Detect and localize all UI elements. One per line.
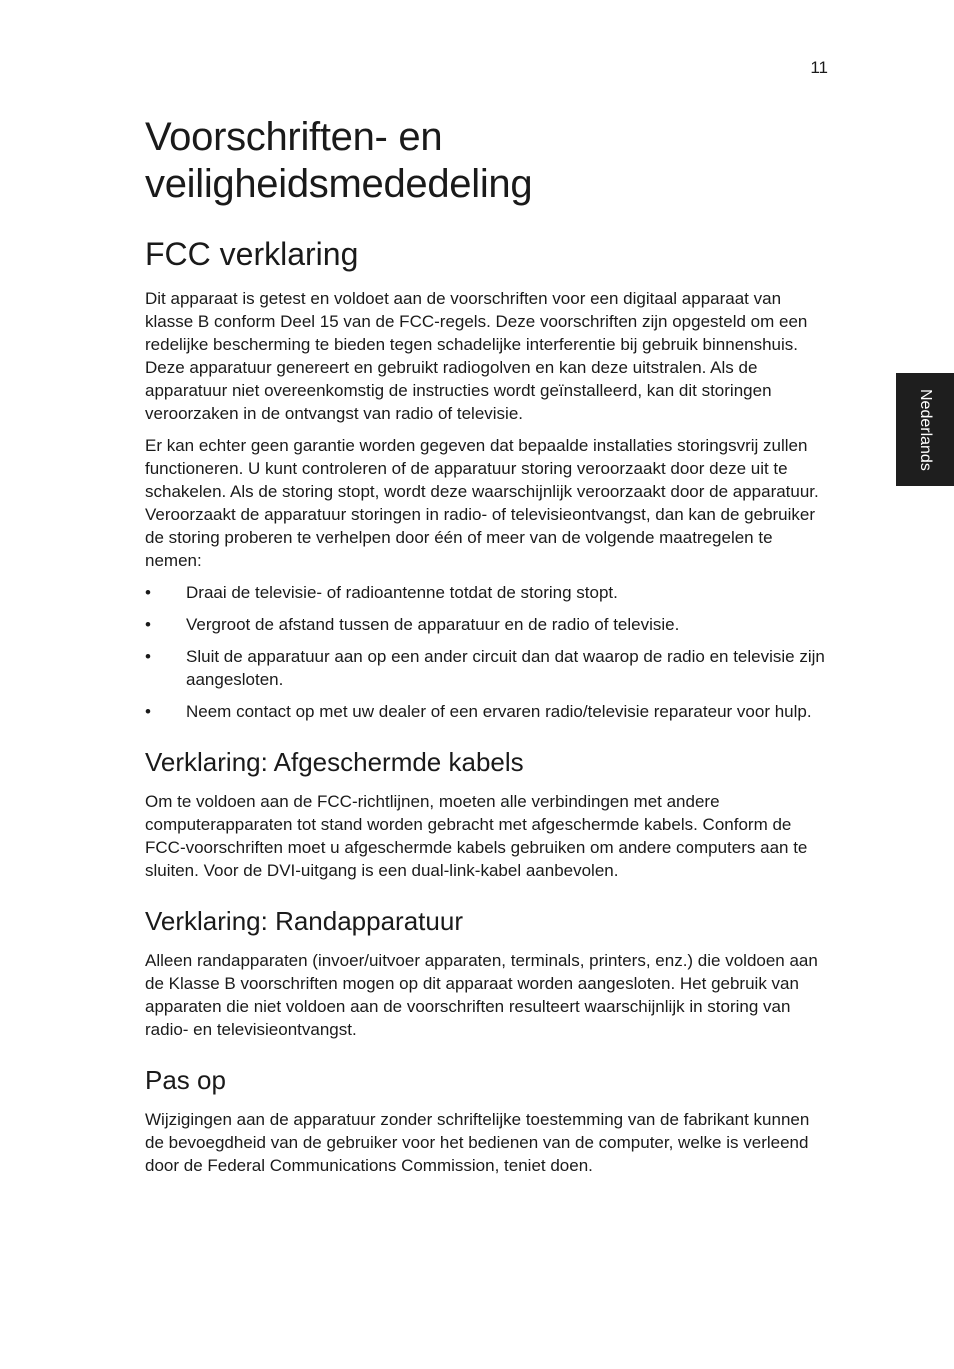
- shielded-cables-heading: Verklaring: Afgeschermde kabels: [145, 747, 524, 777]
- list-item: [145, 700, 829, 723]
- caution-paragraph: Wijzigingen aan de apparatuur zonder schriftelijke toestemming van de fabrikant kunnen de bevoegdheid van de gebruiker voor het bedienen van de computer, welke is verleend door de Federal Communications Commission, teniet doen.: [145, 1110, 810, 1175]
- list-item-text: Draai de televisie- of radioantenne totdat de storing stopt.: [186, 583, 618, 602]
- list-item-text: Neem contact op met uw dealer of een ervaren radio/televisie reparateur voor hulp.: [186, 702, 812, 721]
- language-side-tab: [896, 373, 954, 486]
- fcc-paragraph-2: Er kan echter geen garantie worden gegeven dat bepaalde installaties storingsvrij zullen functioneren. U kunt controleren of de apparatuur storing veroorzaakt door deze uit te schakelen. Als de storing stopt, wordt deze waarschijnlijk veroorzaakt door de apparatuur. Veroorzaakt de apparatuur storingen in radio- of televisieontvangst, dan kan de gebruiker de storing proberen te verhelpen door één of meer van de volgende maatregelen te nemen:: [145, 436, 819, 570]
- list-item-text: Sluit de apparatuur aan op een ander circuit dan dat waarop de radio en televisie zijn aangesloten.: [186, 647, 825, 689]
- shielded-cables-section: [145, 746, 829, 882]
- fcc-section: [145, 235, 829, 723]
- peripherals-heading: Verklaring: Randapparatuur: [145, 906, 463, 936]
- list-item-text: Vergroot de afstand tussen de apparatuur en de radio of televisie.: [186, 615, 680, 634]
- list-item: [145, 581, 829, 604]
- document-body: [145, 114, 829, 1186]
- bullet-icon: •: [145, 647, 151, 666]
- bullet-icon: •: [145, 615, 151, 634]
- shielded-cables-paragraph: Om te voldoen aan de FCC-richtlijnen, moeten alle verbindingen met andere computerapparaten tot stand worden gebracht met afgeschermde kabels. Conform de FCC-voorschriften moet u afgeschermde kabels gebruiken om andere computers aan te sluiten. Voor de DVI-uitgang is een dual-link-kabel aanbevolen.: [145, 792, 808, 880]
- fcc-paragraph-1: Dit apparaat is getest en voldoet aan de voorschriften voor een digitaal apparaat van klasse B conform Deel 15 van de FCC-regels. Deze voorschriften zijn opgesteld om een redelijke bescherming te bieden tegen schadelijke interferentie bij gebruik binnenshuis. Deze apparatuur genereert en gebruikt radiogolven en kan deze uitstralen. Als de apparatuur niet overeenkomstig de instructies wordt geïnstalleerd, kan dit storingen veroorzaken in de ontvangst van radio of televisie.: [145, 289, 808, 423]
- language-side-tab-label: Nederlands: [917, 388, 934, 471]
- bullet-icon: •: [145, 702, 151, 721]
- peripherals-section: [145, 905, 829, 1041]
- peripherals-paragraph: Alleen randapparaten (invoer/uitvoer apparaten, terminals, printers, enz.) die voldoen aan de Klasse B voorschriften mogen op dit apparaat worden aangesloten. Het gebruik van apparaten die niet voldoen aan de voorschriften resulteert waarschijnlijk in storing van radio- en televisieontvangst.: [145, 951, 818, 1039]
- list-item: [145, 613, 829, 636]
- fcc-heading: FCC verklaring: [145, 236, 359, 272]
- page-number: 11: [810, 58, 828, 77]
- fcc-measures-list: [145, 581, 829, 723]
- page-title-line-1: Voorschriften- en: [145, 115, 443, 159]
- caution-section: [145, 1064, 829, 1177]
- page-title: [145, 114, 829, 208]
- caution-heading: Pas op: [145, 1065, 226, 1095]
- page-title-line-2: veiligheidsmededeling: [145, 162, 533, 206]
- bullet-icon: •: [145, 583, 151, 602]
- list-item: [145, 645, 829, 691]
